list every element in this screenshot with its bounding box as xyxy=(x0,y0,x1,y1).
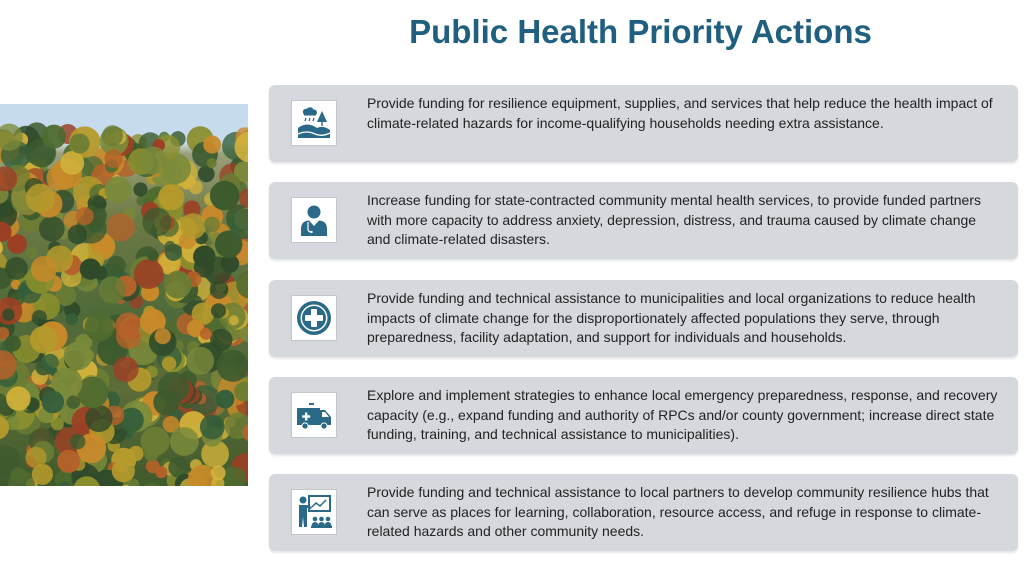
foliage-blob xyxy=(139,147,167,175)
foliage-blob xyxy=(26,184,55,213)
foliage-blob xyxy=(11,467,26,482)
foliage-blob xyxy=(112,459,135,482)
action-card-2 xyxy=(269,182,1018,259)
foliage-blob xyxy=(210,329,232,351)
foliage-blob xyxy=(2,308,14,320)
foliage-blob xyxy=(146,459,160,473)
foliage-blob xyxy=(142,208,171,237)
foliage-blob xyxy=(210,181,240,211)
foliage-blob xyxy=(31,256,57,282)
foliage-blob xyxy=(57,450,80,473)
foliage-blob xyxy=(141,482,163,486)
foliage-blob xyxy=(70,134,90,154)
foliage-blob xyxy=(216,390,235,409)
foliage-blob xyxy=(200,328,212,340)
foliage-blob xyxy=(207,158,217,168)
foliage-blob xyxy=(80,258,101,279)
foliage-blob xyxy=(180,213,206,239)
foliage-blob xyxy=(105,176,132,203)
foliage-blob xyxy=(68,225,87,244)
foliage-blob xyxy=(116,324,141,349)
foliage-blob xyxy=(104,149,123,168)
action-text: Explore and implement strategies to enhance local emergency preparedness, response, and recovery capacity (e.g., expand funding and authority of RPCs and/or county government; increase direct state funding, training, and technical assistance to municipalities). xyxy=(367,387,998,443)
foliage-blob xyxy=(133,182,147,196)
action-text: Provide funding and technical assistance to local partners to develop community resilience hubs that can serve as places for learning, collaboration, resource access, and refuge in response to climate-related hazards and other community needs. xyxy=(367,484,989,540)
foliage-blob xyxy=(107,213,135,241)
foliage-blob xyxy=(141,427,170,456)
teacher-classroom-icon xyxy=(291,489,337,535)
foliage-blob xyxy=(6,386,30,410)
foliage-blob xyxy=(60,151,84,175)
foliage-blob xyxy=(211,465,226,480)
foliage-blob xyxy=(42,354,59,371)
foliage-blob xyxy=(113,357,138,382)
foliage-blob xyxy=(162,356,176,370)
foliage-blob xyxy=(200,415,225,440)
action-text: Increase funding for state-contracted community mental health services, to provide funded partners with more capacity to address anxiety, depression, distress, and trauma caused by climate change and climate-related disasters. xyxy=(367,192,981,248)
foliage-blob xyxy=(7,234,27,254)
foliage-blob xyxy=(102,125,123,146)
foliage-blob xyxy=(70,434,86,450)
page-title: Public Health Priority Actions xyxy=(409,13,872,50)
action-text: Provide funding and technical assistance to municipalities and local organizations to reduce health impacts of climate change for the disproportionately affected populations they serve, through preparedness, facility adaptation, and support for individuals and households. xyxy=(367,290,976,346)
foliage-blob xyxy=(85,312,114,341)
foliage-blob xyxy=(155,328,171,344)
medical-cross-icon xyxy=(291,295,337,341)
foliage-blob xyxy=(76,207,94,225)
foliage-blob xyxy=(66,313,78,325)
foliage-blob xyxy=(99,276,126,303)
foliage-blob xyxy=(64,342,93,371)
foliage-blob xyxy=(203,136,221,154)
action-card-3 xyxy=(269,280,1018,357)
action-text: Provide funding for resilience equipment, supplies, and services that help reduce the health impact of climate-related hazards for income-qualifying households needing extra assistance. xyxy=(367,95,993,131)
foliage-blob xyxy=(165,241,176,252)
foliage-blob xyxy=(204,217,220,233)
foliage-blob xyxy=(42,391,65,414)
foliage-blob xyxy=(147,250,158,261)
foliage-blob xyxy=(5,335,21,351)
foliage-blob xyxy=(30,326,58,354)
foliage-blob xyxy=(92,195,105,208)
foliage-blob xyxy=(186,347,214,375)
foliage-blob xyxy=(211,303,226,318)
foliage-blob xyxy=(134,259,164,289)
foliage-blob xyxy=(217,350,248,382)
ambulance-icon xyxy=(291,392,337,438)
foliage-blob xyxy=(39,216,65,242)
action-card-5 xyxy=(269,474,1018,551)
foliage-blob xyxy=(5,257,28,280)
foliage-blob xyxy=(158,372,189,403)
foliage-blob xyxy=(189,180,203,194)
foliage-blob xyxy=(26,246,38,258)
foliage-blob xyxy=(107,256,126,275)
hazard-landscape-icon xyxy=(291,100,337,146)
foliage-blob xyxy=(158,184,184,210)
person-icon xyxy=(291,197,337,243)
foliage-blob xyxy=(229,315,239,325)
foliage-blob xyxy=(25,447,46,468)
action-card-4 xyxy=(269,377,1018,454)
foliage-blob xyxy=(67,396,80,409)
foliage-blob xyxy=(164,271,192,299)
foliage-blob xyxy=(170,427,199,456)
foliage-blob xyxy=(128,446,143,461)
foliage-blob xyxy=(42,125,66,149)
action-card-1 xyxy=(269,85,1018,162)
foliage-blob xyxy=(85,405,112,432)
autumn-forest-photo xyxy=(0,104,248,486)
